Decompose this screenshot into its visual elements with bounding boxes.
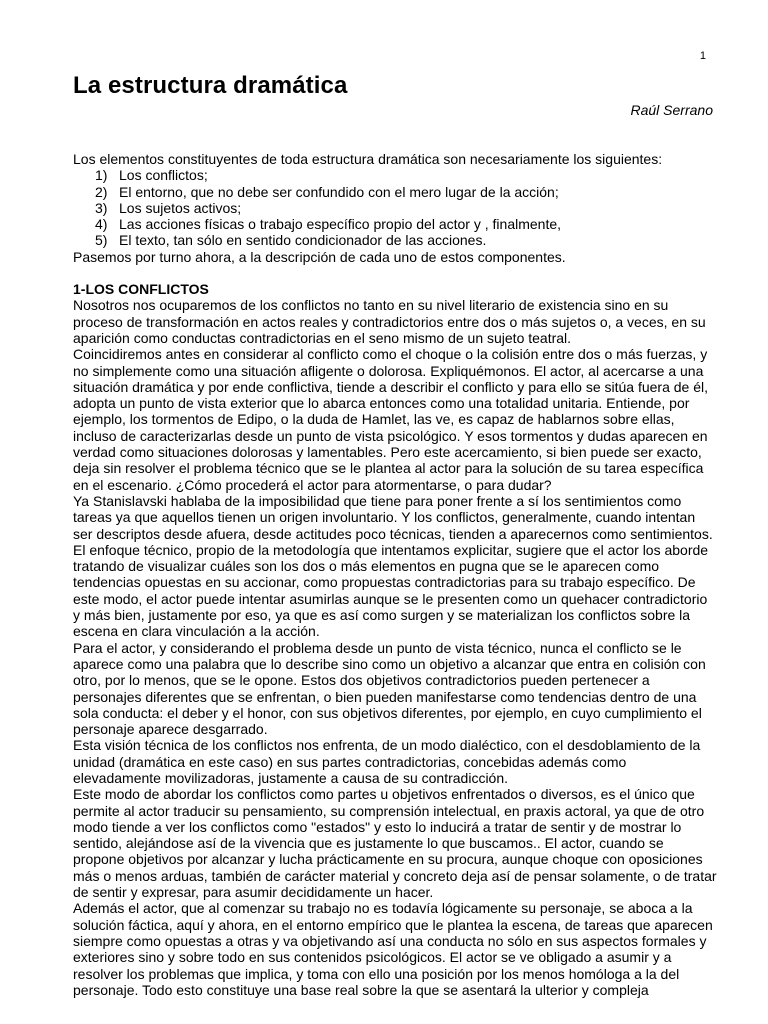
paragraph: Coincidiremos antes en considerar al conflicto como el choque o la colisión entre dos o más fuerzas, y no simplemente como una situación afligente o dolorosa. Expliquémonos. El actor, al acercarse a una situación dramática y por ende conflictiva, tiende a describir el conflicto y para ello se sitúa fuera de él, adopta un punto de vista exterior que lo abarca entonces como una totalidad unitaria. Entiende, por ejemplo, los tormentos de Edipo, o la duda de Hamlet, las ve, es capaz de hablarnos sobre ellas, incluso de caracterizarlas desde un punto de vista psicológico. Y esos tormentos y dudas aparecen en verdad como situaciones dolorosas y lamentables. Pero este acercamiento, si bien puede ser exacto, deja sin resolver el problema técnico que se le plantea al actor para la solución de su tarea específica en el escenario. ¿Cómo procederá el actor para atormentarse, o para dudar? [73, 346, 709, 493]
list-item-text: Las acciones físicas o trabajo específico propio del actor y , finalmente, [119, 216, 562, 233]
list-item-text: Los sujetos activos; [119, 199, 242, 216]
paragraph: Para el actor, y considerando el problema desde un punto de vista técnico, nunca el conflicto se le aparece como una palabra que lo describe sino como un objetivo a alcanzar que entra en colisión con otro, por lo menos, que se le opone. Estos dos objetivos contradictorios pueden pertenecer a personajes diferentes que se enfrentan, o bien pueden manifestarse como tendencias dentro de una sola conducta: el deber y el honor, con sus objetivos diferentes, por ejemplo, en cuyo cumplimiento el personaje aparece desgarrado. [73, 639, 706, 738]
list-item-number: 5) [95, 232, 108, 249]
list-item [73, 200, 717, 216]
page-number: 1 [699, 50, 706, 62]
paragraph: El enfoque técnico, propio de la metodología que intentamos explicitar, sugiere que el actor los aborde tratando de visualizar cuáles son los dos o más elementos en pugna que se le aparecen como tendencias opuestas en su accionar, como propuestas contradictorias para su trabajo específico. De este modo, el actor puede intentar asumirlas aunque se le presenten como un quehacer contradictorio y más bien, justamente por eso, ya que es así como surgen y se materializan los conflictos sobre la escena en clara vinculación a la acción. [73, 541, 709, 640]
list-item [73, 167, 717, 183]
section-heading: 1-LOS CONFLICTOS [73, 281, 209, 298]
list-item [73, 232, 717, 248]
list-item-text: El texto, tan sólo en sentido condicionador de las acciones. [119, 232, 487, 249]
list-item [73, 216, 717, 232]
paragraph: Nosotros nos ocuparemos de los conflictos no tanto en su nivel literario de existencia sino en su proceso de transformación en actos reales y contradictorios entre dos o más sujetos o, a veces, en su aparición como conductas contradictorias en el seno mismo de un sujeto teatral. [73, 297, 706, 346]
paragraph: Este modo de abordar los conflictos como partes u objetivos enfrentados o diversos, es el único que permite al actor traducir su pensamiento, su comprensión intelectual, en praxis actoral, ya que de otro modo tiende a ver los conflictos como "estados" y esto lo inducirá a tratar de sentir y de mostrar lo sentido, alejándose así de la vivencia que es justamente lo que buscamos.. El actor, cuando se propone objetivos por alcanzar y lucha prácticamente en su procura, aunque choque con oposiciones más o menos arduas, también de carácter material y concreto deja así de pensar solamente, o de tratar de sentir y expresar, para asumir decididamente un hacer. [73, 786, 717, 901]
paragraph: Además el actor, que al comenzar su trabajo no es todavía lógicamente su personaje, se aboca a la solución fáctica, aquí y ahora, en el entorno empírico que le plantea la escena, de tareas que aparecen siempre como opuestas a otras y va objetivando así una conducta no sólo en sus aspectos formales y exteriores sino y sobre todo en sus contenidos psicológicos. El actor se ve obligado a asumir y a resolver los problemas que implica, y toma con ello una posición por los menos homóloga a la del personaje. Todo esto constituye una base real sobre la que se asentará la ulterior y compleja [73, 900, 713, 998]
list-item-number: 2) [95, 183, 108, 200]
author-name: Raúl Serrano [630, 102, 713, 118]
paragraph: Esta visión técnica de los conflictos nos enfrenta, de un modo dialéctico, con el desdoblamiento de la unidad (dramática en este caso) en sus partes contradictorias, concebidas además como elevadamente movilizadoras, justamente a causa de su contradicción. [73, 737, 701, 786]
list-item-number: 4) [95, 216, 108, 233]
list-item-number: 3) [95, 199, 108, 216]
elements-list [73, 167, 717, 248]
list-item-text: El entorno, que no debe ser confundido con el mero lugar de la acción; [119, 183, 559, 200]
paragraph: Ya Stanislavski hablaba de la imposibilidad que tiene para poner frente a sí los sentimientos como tareas ya que aquellos tienen un origen involuntario. Y los conflictos, generalmente, cuando intentan ser descriptos desde afuera, desde actitudes poco técnicas, tienden a aparecernos como sentimientos. [73, 492, 713, 542]
list-item [73, 184, 717, 200]
document-body [73, 151, 717, 998]
intro-closing: Pasemos por turno ahora, a la descripción de cada uno de estos componentes. [73, 248, 566, 265]
list-item-text: Los conflictos; [119, 167, 208, 184]
list-item-number: 1) [95, 167, 108, 184]
document-title: La estructura dramática [73, 72, 348, 99]
intro-lead: Los elementos constituyentes de toda estructura dramática son necesariamente los siguientes: [73, 151, 663, 167]
